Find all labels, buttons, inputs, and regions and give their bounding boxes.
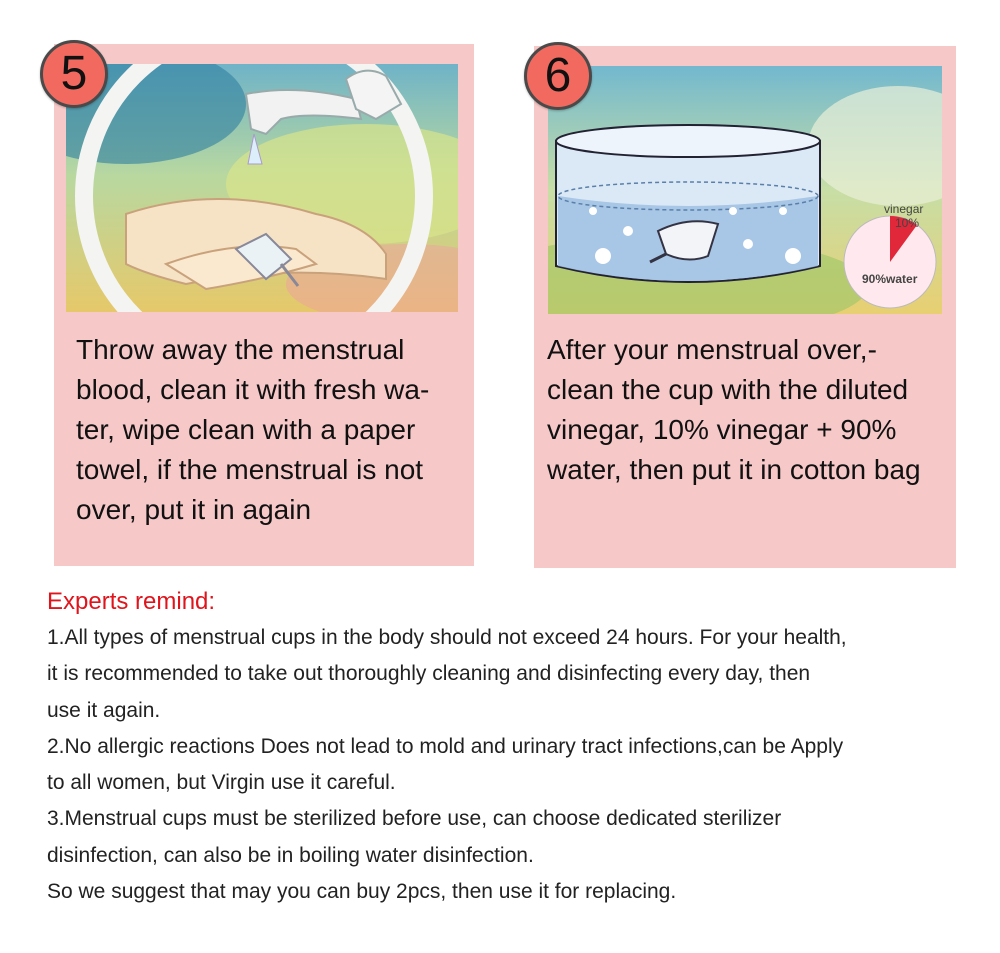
vinegar-percent-label: 10% [895,216,920,230]
experts-remind-body: 1.All types of menstrual cups in the body should not exceed 24 hours. For your health, it is recommended to take out thoroughly cleaning and disinfecting every day, then use it again. 2.No allergic reactions Does not lead to mold and urinary tract infections,can be Apply to all women, but Virgin use it careful. 3.Menstrual cups must be sterilized before use, can choose dedicated sterilizer disinfection, can also be in boiling water disinfection. So we suggest that may you can buy 2pcs, then use it for replacing. [47,626,847,904]
vinegar-label: vinegar [884,202,924,216]
washing-hands-illustration [66,64,458,312]
step-5-badge: 5 [40,40,108,108]
water-percent-label: 90%water [862,272,918,286]
step-6-description: After your menstrual over,- clean the cup with the diluted vinegar, 10% vinegar + 90% water, then put it in cotton bag [547,334,921,485]
step-6-badge: 6 [524,42,592,110]
experts-remind-title: Experts remind: [47,588,216,615]
step-5-description: Throw away the menstrual blood, clean it with fresh wa- ter, wipe clean with a paper towel, if the menstrual is not over, put it in again [76,334,430,525]
